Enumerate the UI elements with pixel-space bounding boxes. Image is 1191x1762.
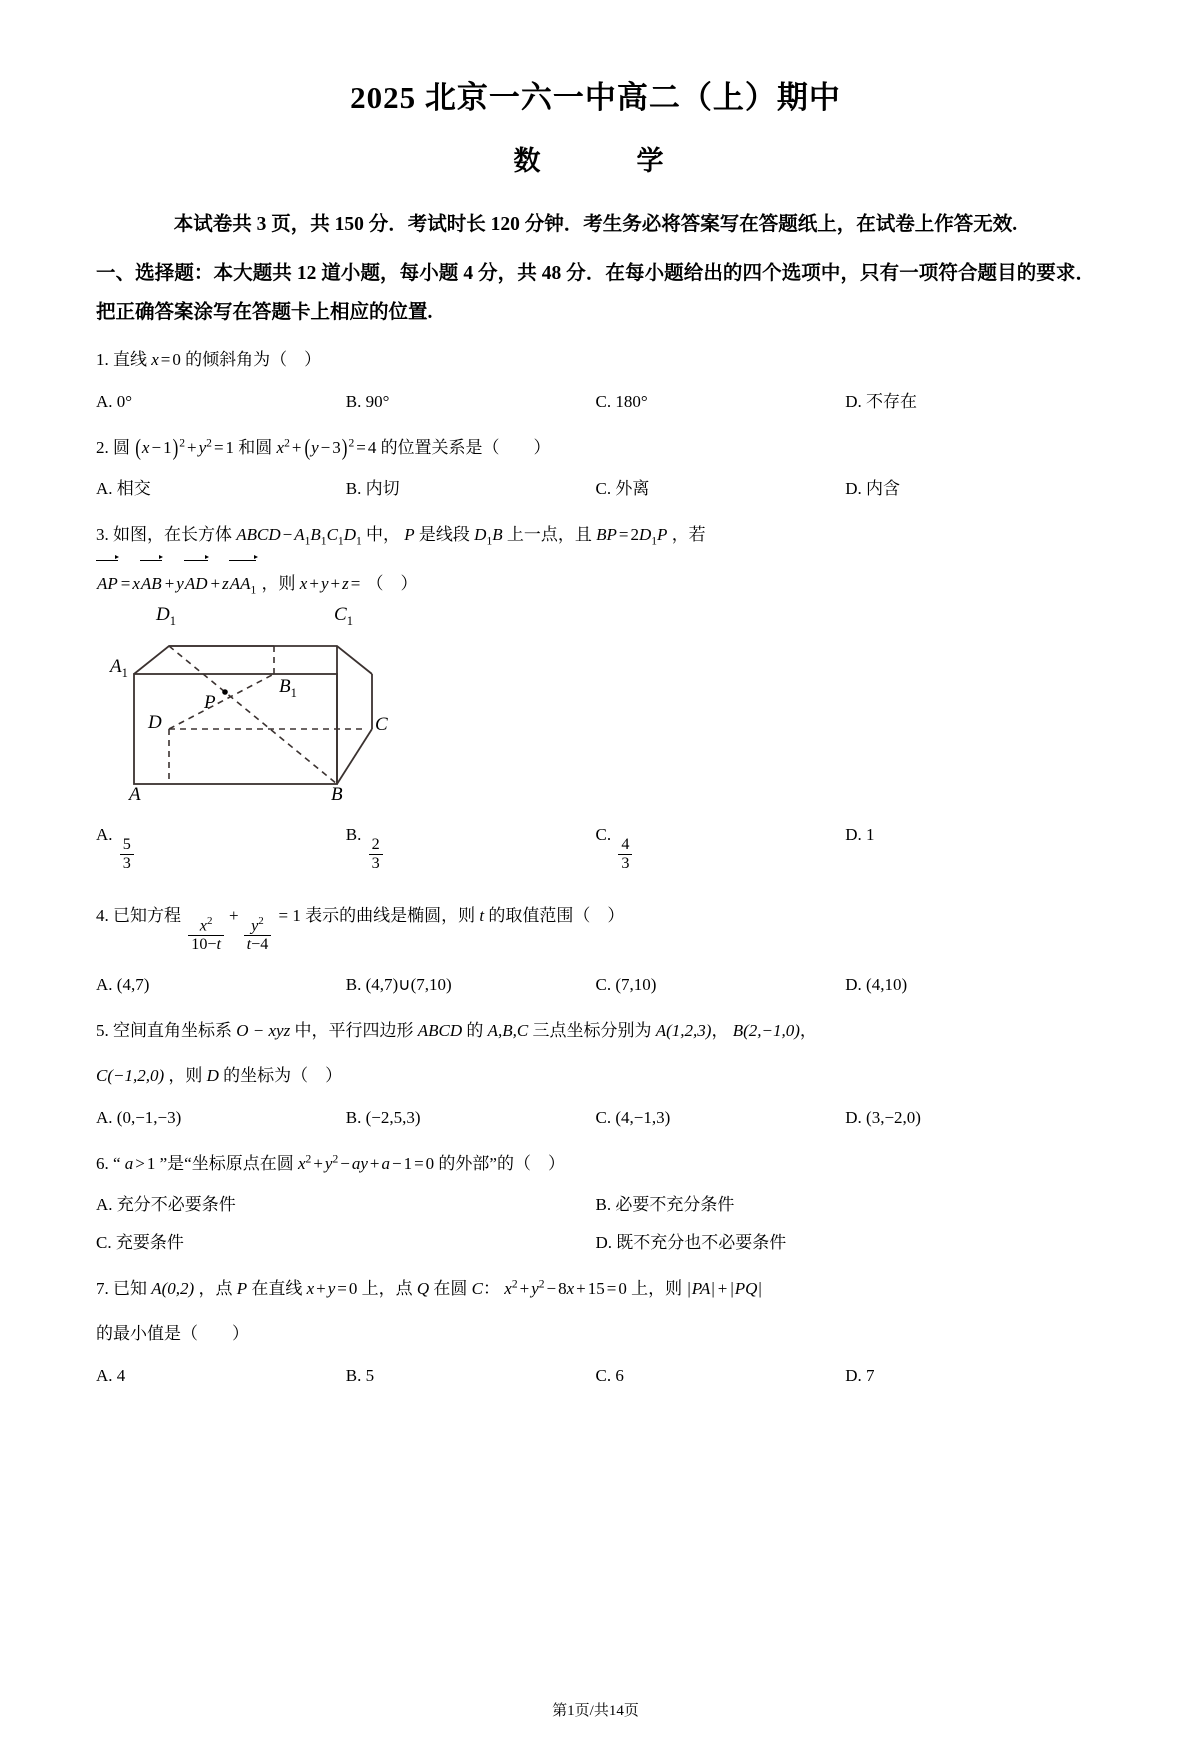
option-label: D. (845, 1108, 862, 1128)
question-1-stem-pre: 直线 (113, 350, 147, 370)
question-7-line-equation: x + y = 0 (306, 1278, 358, 1298)
question-3-stem-c: 是线段 (418, 525, 470, 545)
question-5-stem-b: 中，平行四边形 (294, 1020, 414, 1040)
vertex-label-a1: $A_1$ (110, 656, 128, 681)
option-label: C. (595, 1366, 612, 1386)
question-3-point-p: P (404, 525, 415, 545)
question-2-stem-pre: 圆 (113, 437, 130, 457)
question-7-option-d[interactable] (845, 1358, 1095, 1394)
expr-pa: PA (691, 1278, 711, 1298)
question-4-stem-post: = 1 表示的曲线是椭圆，则 (278, 906, 476, 926)
option-label: B. (345, 825, 362, 845)
vertex-label-c: C (375, 714, 388, 736)
question-4-options (96, 967, 1095, 1003)
question-2-stem-mid: 和圆 (238, 437, 273, 457)
question-4-option-a[interactable] (96, 967, 346, 1003)
question-3-option-a[interactable] (96, 817, 346, 872)
exam-page (0, 78, 1191, 1762)
vertex-label-d1: $D_1$ (156, 604, 176, 629)
question-2-option-c[interactable] (596, 471, 846, 507)
vertex-label-d: D (148, 712, 162, 734)
option-text: 6 (615, 1366, 624, 1386)
option-fraction: $\frac{5}{3}$ (120, 836, 134, 872)
option-text: 180° (615, 392, 648, 412)
question-7-stem-c: 在直线 (251, 1278, 303, 1298)
option-label: A. (96, 392, 113, 412)
question-3-eq-vars: x + y + z = (299, 573, 361, 593)
option-text: 不存在 (866, 392, 918, 412)
question-7-point-a: A(0,2) (151, 1278, 195, 1298)
question-7: 7. 已知 A(0,2) ，点 P 在直线 x + y = 0 上，点 Q 在圆 C： $x^2 + y^2 - 8x + 15 = 0$ 上，则 |PA| + |PQ| (96, 1277, 762, 1298)
option-label: C. (595, 479, 612, 499)
question-5-points-abc: A,B,C (487, 1020, 529, 1040)
question-6-option-d[interactable] (596, 1225, 1096, 1261)
question-1-stem-post: 的倾斜角为（ ） (185, 350, 322, 370)
question-1-option-d[interactable] (845, 384, 1095, 420)
question-5-stem-e: ，则 (168, 1066, 203, 1086)
question-5-option-d[interactable] (845, 1100, 1095, 1136)
question-3-condition: BP = $2D_1P$ (596, 525, 668, 548)
option-text: (−2,5,3) (365, 1108, 421, 1128)
question-6-stem-c: 的外部”的（ ） (438, 1153, 565, 1173)
option-label: B. (345, 974, 362, 994)
question-6-stem-b: ”是“坐标原点在圆 (159, 1153, 294, 1173)
question-3-option-d[interactable] (845, 817, 1095, 872)
option-text: 充要条件 (115, 1233, 184, 1253)
option-text: 1 (866, 825, 875, 845)
option-text: 充分不必要条件 (116, 1195, 236, 1215)
question-5-option-b[interactable] (346, 1100, 596, 1136)
question-6-option-a[interactable] (96, 1187, 596, 1223)
question-1-number: 1. (96, 350, 109, 370)
option-text: 既不充分也不必要条件 (616, 1233, 787, 1253)
question-7-circle-c: C (471, 1278, 484, 1298)
question-7-option-a[interactable] (96, 1358, 346, 1394)
option-fraction: $\frac{2}{3}$ (369, 836, 383, 872)
question-3-option-c[interactable] (596, 817, 846, 872)
question-3-stem-d: 上一点，且 (506, 525, 592, 545)
question-5: 5. 空间直角坐标系 O − xyz 中，平行四边形 ABCD 的 A,B,C 三点坐标分别为 A(1,2,3)， B(2,−1,0)， (96, 1020, 817, 1040)
option-label: A. (96, 479, 113, 499)
expr-pq: PQ (734, 1278, 758, 1298)
question-7-stem-d: 上，点 (361, 1278, 413, 1298)
question-6-options-row2 (96, 1225, 1095, 1261)
question-7-stem-f: 上，则 (631, 1278, 683, 1298)
vertex-label-b: B (331, 784, 343, 806)
option-text: (7,10) (615, 974, 657, 994)
question-7-option-b[interactable] (346, 1358, 596, 1394)
question-2-number: 2. (96, 437, 109, 457)
option-label: B. (345, 1366, 362, 1386)
option-label: D. (595, 1233, 613, 1253)
question-6-number: 6. (96, 1153, 109, 1173)
question-7-circle-equation: $x^2 + y^2 - 8x + 15 = 0$ (504, 1277, 627, 1298)
option-label: A. (96, 974, 113, 994)
option-label: D. (845, 974, 862, 994)
option-label: A. (96, 1366, 113, 1386)
question-4-equation: $\frac{x^2}{10-t}$ + $\frac{y^2}{t-4}$ (185, 906, 274, 925)
question-6-condition: a > 1 (124, 1153, 156, 1173)
question-3-segment: $D_1B$ (474, 525, 503, 548)
question-4-option-b[interactable] (346, 967, 596, 1003)
vertex-label-p: P (204, 692, 216, 714)
question-3-options (96, 817, 1095, 872)
question-6-circle-equation: $x^2 + y^2$ − ay + a − 1 = 0 (297, 1152, 435, 1173)
question-2-circle1: $(x - 1)^2 + y^2 = 1$ (135, 434, 235, 461)
option-text: (3,−2,0) (866, 1108, 921, 1128)
option-label: B. (595, 1195, 612, 1215)
question-2-option-a[interactable] (96, 471, 346, 507)
question-5-point-b: B(2,−1,0) (732, 1020, 800, 1040)
subject-title: 数 学 (513, 146, 678, 177)
option-label: D. (845, 825, 862, 845)
question-3-eq-tail: ，则 (261, 573, 296, 593)
question-5-option-c[interactable] (596, 1100, 846, 1136)
question-1-formula: x = 0 (151, 350, 181, 370)
question-1-option-b[interactable] (346, 384, 596, 420)
cuboid-figure (110, 604, 412, 806)
cuboid-svg (122, 614, 412, 799)
option-text: 0° (116, 392, 133, 412)
question-7-point-q: Q (416, 1278, 430, 1298)
question-5-point-c: C(−1,2,0) (96, 1066, 165, 1086)
question-6-options-row1 (96, 1187, 1095, 1223)
question-7-option-c[interactable] (596, 1358, 846, 1394)
option-text: (4,7)∪(7,10) (365, 974, 452, 994)
vertex-label-a: A (129, 784, 141, 806)
question-7-number: 7. (96, 1278, 109, 1298)
question-4-number: 4. (96, 906, 109, 926)
question-6 (96, 1146, 1095, 1182)
option-label: B. (345, 479, 362, 499)
question-5-stem-c: 的 (466, 1020, 484, 1040)
question-7-point-p: P (236, 1278, 248, 1298)
option-text: (4,10) (866, 974, 908, 994)
question-4-var-t: t (479, 906, 485, 926)
option-text: 必要不充分条件 (615, 1195, 735, 1215)
question-3-vector-equation: AP = xAB + yAD + zAA$_1$ (96, 574, 257, 593)
question-5-coord-system: O − xyz (236, 1020, 291, 1040)
question-5-line2 (96, 1058, 1095, 1094)
question-6-option-c[interactable] (96, 1225, 596, 1261)
option-text: 4 (116, 1366, 126, 1386)
option-text: 内切 (365, 479, 400, 499)
question-5-point-a: A(1,2,3) (655, 1020, 712, 1040)
question-2-stem-post: 的位置关系是（ ） (380, 437, 551, 457)
question-1 (96, 342, 1095, 378)
question-5-stem-f: 的坐标为（ ） (223, 1066, 343, 1086)
question-2-options (96, 471, 1095, 507)
option-fraction: $\frac{4}{3}$ (618, 836, 632, 872)
option-label: B. (345, 1108, 362, 1128)
option-label: C. (595, 392, 612, 412)
question-7-expression: |PA| + |PQ| (687, 1278, 762, 1298)
vertex-label-b1: $B_1$ (279, 676, 297, 701)
question-4-stem-pre: 已知方程 (113, 906, 181, 926)
question-5-point-d: D (206, 1066, 219, 1086)
question-5-quad: ABCD (417, 1020, 463, 1040)
question-5-options (96, 1100, 1095, 1136)
exam-title: 2025 北京一六一中高二（上）期中 (350, 80, 841, 115)
question-5-number: 5. (96, 1020, 109, 1040)
question-1-options (96, 384, 1095, 420)
question-3-stem-b: 中， (366, 525, 401, 545)
question-5-stem-d: 三点坐标分别为 (532, 1020, 652, 1040)
question-3-eq-end: （ ） (366, 573, 418, 593)
question-1-option-c[interactable] (596, 384, 846, 420)
option-label: D. (845, 392, 862, 412)
question-3-option-b[interactable] (346, 817, 596, 872)
option-text: (4,7) (116, 974, 150, 994)
page-footer: 第1页/共14页 (552, 1703, 639, 1719)
question-6-stem-a: “ (113, 1153, 121, 1173)
question-2-option-d[interactable] (845, 471, 1095, 507)
option-text: 相交 (116, 479, 151, 499)
question-2-option-b[interactable] (346, 471, 596, 507)
question-7-options (96, 1358, 1095, 1394)
question-2-circle2: $x^2 + (y - 3)^2 = 4$ (276, 434, 377, 461)
option-text: 5 (365, 1366, 375, 1386)
option-text: 7 (866, 1366, 875, 1386)
option-label: A. (96, 1108, 113, 1128)
question-5-stem-a: 空间直角坐标系 (113, 1020, 232, 1040)
question-7-line2 (96, 1316, 1095, 1352)
question-2 (96, 430, 1095, 466)
question-7-stem-e: 在圆 (433, 1278, 468, 1298)
question-4-option-c[interactable] (596, 967, 846, 1003)
question-3-stem-e: ，若 (671, 525, 706, 545)
option-label: D. (845, 1366, 862, 1386)
question-3 (96, 517, 1095, 554)
option-label: A. (96, 1195, 113, 1215)
question-5-option-a[interactable] (96, 1100, 346, 1136)
option-text: (4,−1,3) (615, 1108, 671, 1128)
question-3-equation-line (96, 564, 1095, 603)
question-3-stem-a: 如图，在长方体 (113, 525, 232, 545)
question-4-stem-end: 的取值范围（ ） (488, 906, 625, 926)
option-label: C. (96, 1233, 112, 1253)
option-text: 外离 (615, 479, 650, 499)
option-text: 90° (365, 392, 390, 412)
question-6-option-b[interactable] (596, 1187, 1096, 1223)
option-label: D. (845, 479, 862, 499)
question-4 (96, 898, 1095, 953)
option-text: (0,−1,−3) (116, 1108, 182, 1128)
question-3-solid: ABCD − $A_1B_1C_1D_1$ (236, 525, 362, 548)
section-one-heading: 一、选择题：本大题共 12 道小题，每小题 4 分，共 48 分．在每小题给出的四个选项中，只有一项符合题目的要求．把正确答案涂写在答题卡上相应的位置. (96, 263, 1095, 324)
option-label: B. (345, 392, 362, 412)
question-7-stem-g: 的最小值是（ ） (96, 1324, 249, 1344)
question-7-stem-b: ，点 (198, 1278, 233, 1298)
vertex-label-c1: $C_1$ (334, 604, 353, 629)
option-label: A. (96, 825, 113, 845)
option-label: C. (595, 1108, 612, 1128)
question-1-option-a[interactable] (96, 384, 346, 420)
question-3-number: 3. (96, 525, 109, 545)
option-label: C. (595, 825, 612, 845)
option-text: 内含 (866, 479, 901, 499)
option-label: C. (595, 974, 612, 994)
question-7-stem-a: 已知 (113, 1278, 147, 1298)
exam-notice: 本试卷共 3 页，共 150 分．考试时长 120 分钟．考生务必将答案写在答题纸上，在试卷上作答无效. (173, 214, 1018, 236)
question-4-option-d[interactable] (845, 967, 1095, 1003)
